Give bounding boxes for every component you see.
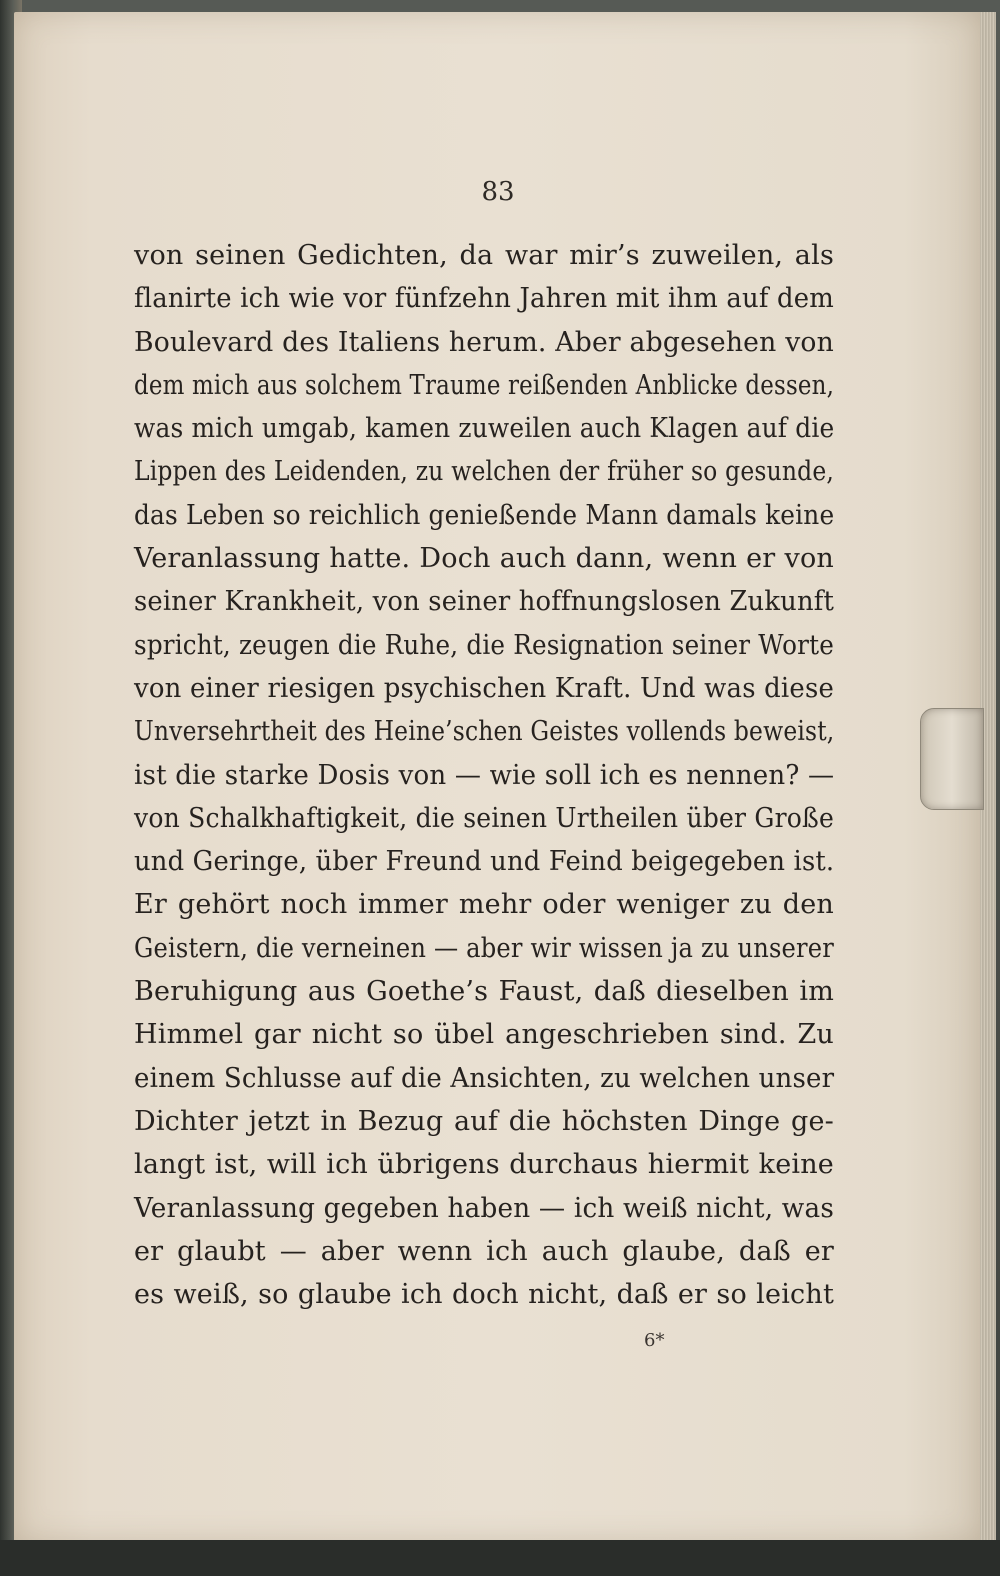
page-number: 83 bbox=[481, 177, 515, 207]
text-line: Lippen des Leidenden, zu welchen der früher so gesunde, bbox=[134, 456, 835, 488]
text-line: von Schalkhaftigkeit, die seinen Urtheilen über Große bbox=[134, 802, 835, 834]
text-line: Er gehört noch immer mehr oder weniger zu den bbox=[134, 889, 834, 921]
text-line: von einer riesigen psychischen Kraft. Und was diese bbox=[134, 672, 834, 704]
text-line: was mich umgab, kamen zuweilen auch Klagen auf die bbox=[134, 413, 835, 445]
text-line: langt ist, will ich übrigens durchaus hiermit keine bbox=[134, 1149, 834, 1181]
text-line: Veranlassung gegeben haben — ich weiß nicht, was bbox=[134, 1192, 834, 1224]
tab-marker bbox=[920, 708, 984, 810]
text-line: Beruhigung aus Goethe’s Faust, daß dieselben im bbox=[134, 976, 834, 1008]
book-page bbox=[14, 12, 982, 1542]
text-line: ist die starke Dosis von — wie soll ich es nennen? — bbox=[134, 759, 835, 791]
text-line: Unversehrtheit des Heine’schen Geistes vollends beweist, bbox=[134, 716, 835, 748]
text-line: flanirte ich wie vor fünfzehn Jahren mit ihm auf dem bbox=[134, 283, 835, 315]
text-line: dem mich aus solchem Traume reißenden Anblicke dessen, bbox=[134, 369, 835, 401]
text-line: es weiß, so glaube ich doch nicht, daß er so leicht bbox=[134, 1279, 834, 1311]
text-line: das Leben so reichlich genießende Mann damals keine bbox=[134, 499, 835, 531]
text-line: Dichter jetzt in Bezug auf die höchsten Dinge ge- bbox=[134, 1105, 834, 1137]
text-line: er glaubt — aber wenn ich auch glaube, daß er bbox=[134, 1235, 834, 1267]
text-line: Geistern, die verneinen — aber wir wissen ja zu unserer bbox=[134, 932, 834, 964]
text-line: Himmel gar nicht so übel angeschrieben sind. Zu bbox=[134, 1019, 834, 1051]
text-line: Boulevard des Italiens herum. Aber abgesehen von bbox=[134, 326, 834, 358]
body-text bbox=[134, 234, 834, 1316]
text-line: seiner Krankheit, von seiner hoffnungslosen Zukunft bbox=[134, 586, 835, 618]
scan-bottom-edge bbox=[0, 1540, 1000, 1576]
text-line: von seinen Gedichten, da war mir’s zuweilen, als bbox=[134, 240, 834, 271]
text-line: spricht, zeugen die Ruhe, die Resignation seiner Worte bbox=[134, 629, 834, 661]
text-line: und Geringe, über Freund und Feind beigegeben ist. bbox=[134, 846, 835, 878]
text-line: Veranlassung hatte. Doch auch dann, wenn er von bbox=[134, 543, 834, 575]
signature-mark: 6* bbox=[644, 1330, 665, 1351]
text-line: einem Schlusse auf die Ansichten, zu welchen unser bbox=[134, 1062, 835, 1094]
